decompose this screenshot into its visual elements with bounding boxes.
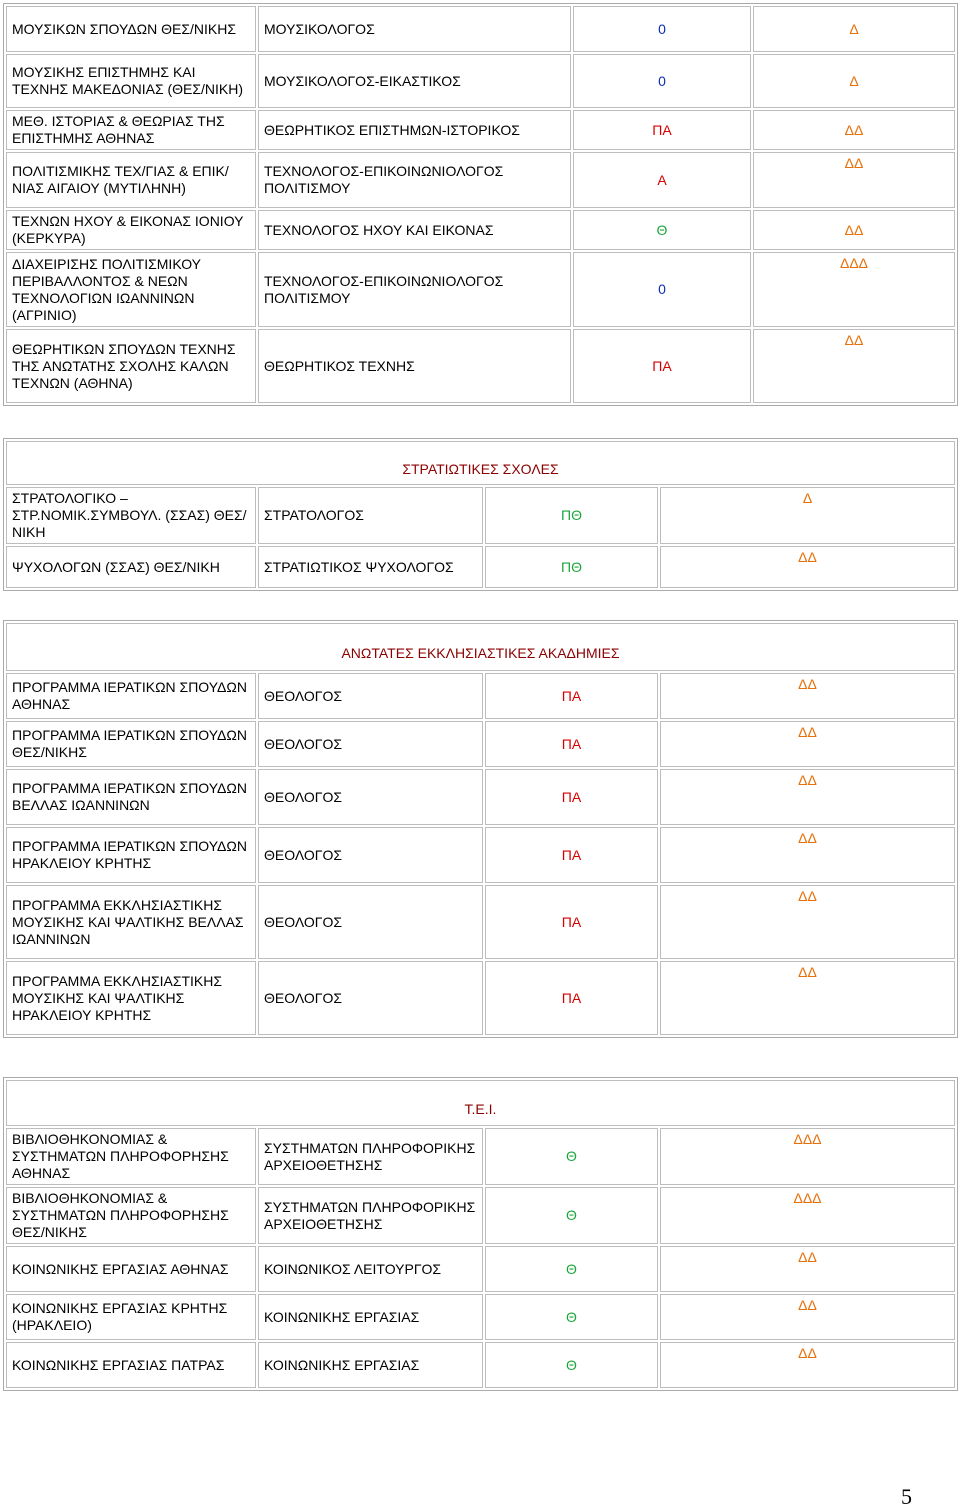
code-cell: Θ [485,1294,658,1340]
school-cell: ΤΕΧΝΩΝ ΗΧΟΥ & ΕΙΚΟΝΑΣ ΙΟΝΙΟΥ (ΚΕΡΚΥΡΑ) [6,210,256,250]
school-cell: ΜΟΥΣΙΚΩΝ ΣΠΟΥΔΩΝ ΘΕΣ/ΝΙΚΗΣ [6,6,256,52]
table-section-1 [3,3,958,406]
code-cell: 0 [573,6,751,52]
grade-cell: ΔΔ [660,961,955,1035]
profession-cell: ΚΟΙΝΩΝΙΚΟΣ ΛΕΙΤΟΥΡΓΟΣ [258,1246,483,1292]
section-title: ΣΤΡΑΤΙΩΤΙΚΕΣ ΣΧΟΛΕΣ [6,441,955,485]
profession-cell: ΣΤΡΑΤΙΩΤΙΚΟΣ ΨΥΧΟΛΟΓΟΣ [258,546,483,588]
grade-cell: ΔΔ [660,827,955,883]
grade-cell: ΔΔ [753,152,955,208]
table-row [6,6,955,52]
code-cell: ΠΑ [485,721,658,767]
school-cell: ΚΟΙΝΩΝΙΚΗΣ ΕΡΓΑΣΙΑΣ ΠΑΤΡΑΣ [6,1342,256,1388]
grade-cell: ΔΔΔ [660,1128,955,1185]
grade-cell: ΔΔ [660,673,955,719]
code-cell: ΠΑ [485,769,658,825]
school-cell: ΔΙΑΧΕΙΡΙΣΗΣ ΠΟΛΙΤΙΣΜΙΚΟΥ ΠΕΡΙΒΑΛΛΟΝΤΟΣ & ΝΕΩΝ ΤΕΧΝΟΛΟΓΙΩΝ ΙΩΑΝΝΙΝΩΝ (ΑΓΡΙΝΙΟ) [6,252,256,327]
table-row [6,769,955,825]
school-cell: ΠΡΟΓΡΑΜΜΑ ΕΚΚΛΗΣΙΑΣΤΙΚΗΣ ΜΟΥΣΙΚΗΣ ΚΑΙ ΨΑΛΤΙΚΗΣ ΒΕΛΛΑΣ ΙΩΑΝΝΙΝΩΝ [6,885,256,959]
school-cell: ΒΙΒΛΙΟΘΗΚΟΝΟΜΙΑΣ & ΣΥΣΤΗΜΑΤΩΝ ΠΛΗΡΟΦΟΡΗΣΗΣ ΑΘΗΝΑΣ [6,1128,256,1185]
code-cell: ΠΘ [485,546,658,588]
grade-cell: Δ [660,487,955,544]
table-row [6,546,955,588]
school-cell: ΜΕΘ. ΙΣΤΟΡΙΑΣ & ΘΕΩΡΙΑΣ ΤΗΣ ΕΠΙΣΤΗΜΗΣ ΑΘΗΝΑΣ [6,110,256,150]
section-title: ΑΝΩΤΑΤΕΣ ΕΚΚΛΗΣΙΑΣΤΙΚΕΣ ΑΚΑΔΗΜΙΕΣ [6,623,955,671]
profession-cell: ΤΕΧΝΟΛΟΓΟΣ-ΕΠΙΚΟΙΝΩΝΙΟΛΟΓΟΣ ΠΟΛΙΤΙΣΜΟΥ [258,252,571,327]
code-cell: Θ [573,210,751,250]
code-cell: ΠΘ [485,487,658,544]
grade-cell: ΔΔ [753,210,955,250]
code-cell: ΠΑ [485,827,658,883]
table-row [6,827,955,883]
code-cell: 0 [573,54,751,108]
code-cell: Θ [485,1246,658,1292]
school-cell: ΠΡΟΓΡΑΜΜΑ ΙΕΡΑΤΙΚΩΝ ΣΠΟΥΔΩΝ ΒΕΛΛΑΣ ΙΩΑΝΝΙΝΩΝ [6,769,256,825]
school-cell: ΠΡΟΓΡΑΜΜΑ ΙΕΡΑΤΙΚΩΝ ΣΠΟΥΔΩΝ ΘΕΣ/ΝΙΚΗΣ [6,721,256,767]
school-cell: ΨΥΧΟΛΟΓΩΝ (ΣΣΑΣ) ΘΕΣ/ΝΙΚΗ [6,546,256,588]
table-row [6,1342,955,1388]
table-row [6,252,955,327]
profession-cell: ΘΕΟΛΟΓΟΣ [258,961,483,1035]
profession-cell: ΣΤΡΑΤΟΛΟΓΟΣ [258,487,483,544]
profession-cell: ΣΥΣΤΗΜΑΤΩΝ ΠΛΗΡΟΦΟΡΙΚΗΣ ΑΡΧΕΙΟΘΕΤΗΣΗΣ [258,1187,483,1244]
profession-cell: ΘΕΟΛΟΓΟΣ [258,673,483,719]
school-cell: ΠΡΟΓΡΑΜΜΑ ΕΚΚΛΗΣΙΑΣΤΙΚΗΣ ΜΟΥΣΙΚΗΣ ΚΑΙ ΨΑΛΤΙΚΗΣ ΗΡΑΚΛΕΙΟΥ ΚΡΗΤΗΣ [6,961,256,1035]
table-row [6,721,955,767]
grade-cell: ΔΔ [753,329,955,403]
grade-cell: ΔΔ [660,721,955,767]
profession-cell: ΘΕΩΡΗΤΙΚΟΣ ΕΠΙΣΤΗΜΩΝ-ΙΣΤΟΡΙΚΟΣ [258,110,571,150]
profession-cell: ΤΕΧΝΟΛΟΓΟΣ ΗΧΟΥ ΚΑΙ ΕΙΚΟΝΑΣ [258,210,571,250]
code-cell: Θ [485,1342,658,1388]
school-cell: ΣΤΡΑΤΟΛΟΓΙΚΟ – ΣΤΡ.ΝΟΜΙΚ.ΣΥΜΒΟΥΛ. (ΣΣΑΣ) ΘΕΣ/ΝΙΚΗ [6,487,256,544]
grade-cell: Δ [753,6,955,52]
profession-cell: ΤΕΧΝΟΛΟΓΟΣ-ΕΠΙΚΟΙΝΩΝΙΟΛΟΓΟΣ ΠΟΛΙΤΙΣΜΟΥ [258,152,571,208]
section-title: Τ.Ε.Ι. [6,1080,955,1126]
table-row [6,329,955,403]
table-row [6,54,955,108]
school-cell: ΚΟΙΝΩΝΙΚΗΣ ΕΡΓΑΣΙΑΣ ΑΘΗΝΑΣ [6,1246,256,1292]
code-cell: ΠΑ [573,110,751,150]
code-cell: ΠΑ [573,329,751,403]
grade-cell: ΔΔ [660,769,955,825]
code-cell: Α [573,152,751,208]
grade-cell: ΔΔ [660,885,955,959]
table-row [6,110,955,150]
code-cell: Θ [485,1128,658,1185]
code-cell: 0 [573,252,751,327]
profession-cell: ΘΕΟΛΟΓΟΣ [258,827,483,883]
page-number: 5 [901,1484,912,1509]
code-cell: Θ [485,1187,658,1244]
table-section-2 [3,438,958,591]
table-row [6,210,955,250]
profession-cell: ΚΟΙΝΩΝΙΚΗΣ ΕΡΓΑΣΙΑΣ [258,1294,483,1340]
profession-cell: ΜΟΥΣΙΚΟΛΟΓΟΣ [258,6,571,52]
profession-cell: ΚΟΙΝΩΝΙΚΗΣ ΕΡΓΑΣΙΑΣ [258,1342,483,1388]
grade-cell: ΔΔ [753,110,955,150]
school-cell: ΠΡΟΓΡΑΜΜΑ ΙΕΡΑΤΙΚΩΝ ΣΠΟΥΔΩΝ ΑΘΗΝΑΣ [6,673,256,719]
table-row [6,673,955,719]
grade-cell: ΔΔ [660,546,955,588]
school-cell: ΘΕΩΡΗΤΙΚΩΝ ΣΠΟΥΔΩΝ ΤΕΧΝΗΣ ΤΗΣ ΑΝΩΤΑΤΗΣ ΣΧΟΛΗΣ ΚΑΛΩΝ ΤΕΧΝΩΝ (ΑΘΗΝΑ) [6,329,256,403]
grade-cell: Δ [753,54,955,108]
school-cell: ΠΡΟΓΡΑΜΜΑ ΙΕΡΑΤΙΚΩΝ ΣΠΟΥΔΩΝ ΗΡΑΚΛΕΙΟΥ ΚΡΗΤΗΣ [6,827,256,883]
code-cell: ΠΑ [485,673,658,719]
school-cell: ΠΟΛΙΤΙΣΜΙΚΗΣ ΤΕΧ/ΓΙΑΣ & ΕΠΙΚ/ΝΙΑΣ ΑΙΓΑΙΟΥ (ΜΥΤΙΛΗΝΗ) [6,152,256,208]
profession-cell: ΘΕΟΛΟΓΟΣ [258,769,483,825]
table-row [6,1187,955,1244]
grade-cell: ΔΔΔ [753,252,955,327]
profession-cell: ΜΟΥΣΙΚΟΛΟΓΟΣ-ΕΙΚΑΣΤΙΚΟΣ [258,54,571,108]
school-cell: ΒΙΒΛΙΟΘΗΚΟΝΟΜΙΑΣ & ΣΥΣΤΗΜΑΤΩΝ ΠΛΗΡΟΦΟΡΗΣΗΣ ΘΕΣ/ΝΙΚΗΣ [6,1187,256,1244]
table-row [6,487,955,544]
grade-cell: ΔΔ [660,1342,955,1388]
school-cell: ΚΟΙΝΩΝΙΚΗΣ ΕΡΓΑΣΙΑΣ ΚΡΗΤΗΣ (ΗΡΑΚΛΕΙΟ) [6,1294,256,1340]
table-row [6,152,955,208]
profession-cell: ΘΕΟΛΟΓΟΣ [258,885,483,959]
grade-cell: ΔΔ [660,1294,955,1340]
grade-cell: ΔΔΔ [660,1187,955,1244]
code-cell: ΠΑ [485,961,658,1035]
profession-cell: ΘΕΟΛΟΓΟΣ [258,721,483,767]
table-row [6,1246,955,1292]
grade-cell: ΔΔ [660,1246,955,1292]
table-row [6,961,955,1035]
school-cell: ΜΟΥΣΙΚΗΣ ΕΠΙΣΤΗΜΗΣ ΚΑΙ ΤΕΧΝΗΣ ΜΑΚΕΔΟΝΙΑΣ (ΘΕΣ/ΝΙΚΗ) [6,54,256,108]
profession-cell: ΣΥΣΤΗΜΑΤΩΝ ΠΛΗΡΟΦΟΡΙΚΗΣ ΑΡΧΕΙΟΘΕΤΗΣΗΣ [258,1128,483,1185]
table-row [6,885,955,959]
table-section-3 [3,620,958,1038]
table-section-4 [3,1077,958,1391]
code-cell: ΠΑ [485,885,658,959]
table-row [6,1294,955,1340]
table-row [6,1128,955,1185]
profession-cell: ΘΕΩΡΗΤΙΚΟΣ ΤΕΧΝΗΣ [258,329,571,403]
